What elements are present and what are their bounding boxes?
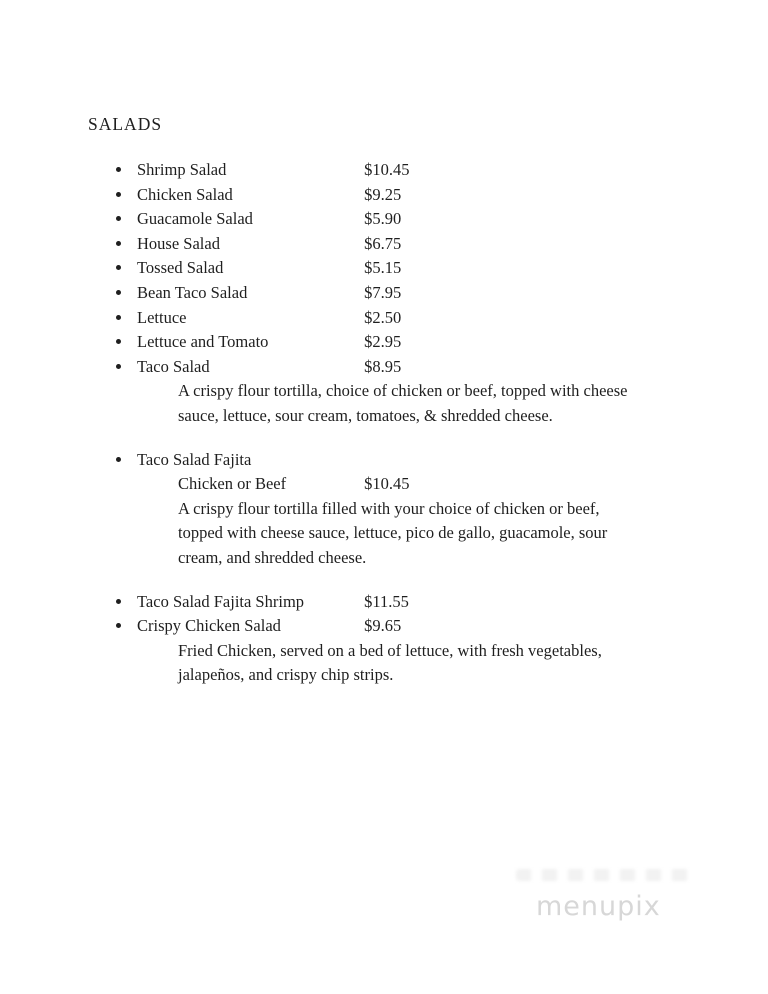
variant-price: $10.45 [364,474,410,494]
item-price: $2.50 [364,307,402,327]
item-name: Shrimp Salad [137,160,227,179]
item-description-line: A crispy flour tortilla filled with your choice of chicken or beef, [178,498,600,518]
bullet-icon [116,315,121,320]
menu-item [0,158,768,183]
menu-item [0,306,768,331]
item-description-line: Fried Chicken, served on a bed of lettuce, with fresh vegetables, [178,640,602,660]
item-name: House Salad [137,233,220,253]
bullet-icon [116,457,121,462]
bullet-icon [116,364,121,369]
menu-group [0,590,768,688]
variant-name: Chicken or Beef [178,474,287,494]
item-name: Lettuce and Tomato [137,332,269,352]
bullet-icon [116,216,121,221]
bullet-icon [116,192,121,197]
menu-item [0,330,768,355]
bullet-icon [116,241,121,246]
item-description-line: sauce, lettuce, sour cream, tomatoes, & shredded cheese. [178,405,553,425]
item-price: $11.55 [364,591,409,611]
item-name: Chicken Salad [137,184,233,204]
menu-list [0,158,768,688]
item-name: Taco Salad [137,356,210,376]
item-description-line: A crispy flour tortilla, choice of chicken or beef, topped with cheese [178,381,628,401]
bullet-icon [116,599,121,604]
menu-item [0,232,768,257]
item-name: Guacamole Salad [137,209,253,229]
bullet-icon [116,623,121,628]
bullet-icon [116,339,121,344]
item-name: Crispy Chicken Salad [137,616,281,636]
menu-item [0,355,768,380]
item-name: Taco Salad Fajita [137,449,252,469]
item-price: $10.45 [364,160,410,179]
item-price: $5.15 [364,258,402,278]
menu-item-variant [0,472,768,497]
item-price: $8.95 [364,356,402,376]
item-price: $5.90 [364,209,402,229]
item-description-line: cream, and shredded cheese. [178,547,367,567]
item-name: Bean Taco Salad [137,282,248,302]
item-name: Taco Salad Fajita Shrimp [137,591,305,611]
bullet-icon [116,290,121,295]
item-description-line: topped with cheese sauce, lettuce, pico de gallo, guacamole, sour [178,523,608,543]
item-price: $6.75 [364,233,402,253]
menu-item [0,590,768,615]
menupix-watermark: menupix [536,891,661,922]
item-price: $2.95 [364,332,402,352]
bullet-icon [116,167,121,172]
item-price: $9.25 [364,184,402,204]
menu-item [0,448,768,473]
menu-group [0,448,768,571]
menu-item [0,256,768,281]
item-price: $7.95 [364,282,402,302]
item-name: Lettuce [137,307,187,327]
item-name: Tossed Salad [137,258,224,278]
section-title: SALADS [88,114,163,134]
menu-item [0,207,768,232]
menu-item [0,614,768,639]
bullet-icon [116,265,121,270]
menu-group [0,158,768,429]
menu-item [0,281,768,306]
item-description-line: jalapeños, and crispy chip strips. [178,665,394,685]
item-price: $9.65 [364,616,402,636]
menu-item [0,183,768,208]
faint-watermark-smudge [516,869,698,881]
